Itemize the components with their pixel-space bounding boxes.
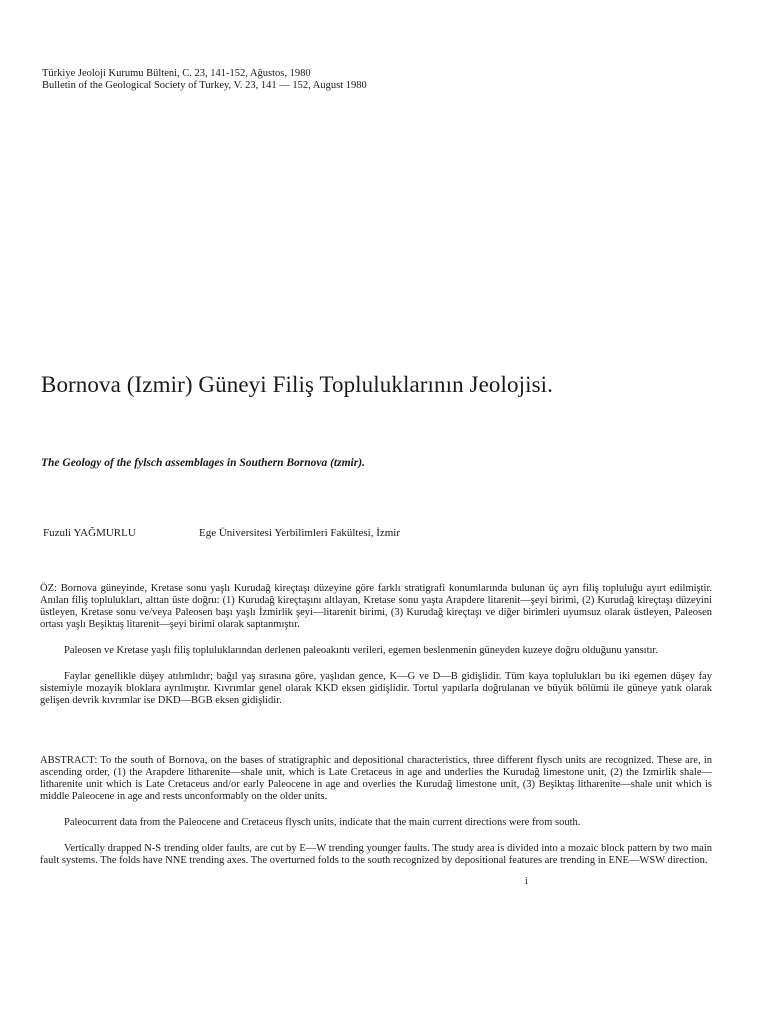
journal-citation — [42, 68, 367, 92]
abstract-section — [40, 755, 712, 867]
paper-subtitle: The Geology of the fylsch assemblages in Southern Bornova (tzmir). — [41, 457, 365, 469]
abstract-paragraph-3: Vertically drapped N-S trending older faults, are cut by E—W trending younger faults. The study area is divided into a mozaic block pattern by two main fault systems. The folds have NNE trending axes. The overturned folds to the south recognized by depositional features are trending in ENE—WSW direction. — [40, 843, 712, 866]
abstract-paragraph-1: ABSTRACT: To the south of Bornova, on the bases of stratigraphic and depositional characteristics, three different flysch units are recognized. These are, in ascending order, (1) the Arapdere litharenite—shale unit, which is Late Cretaceus in age and underlies the Kurudağ limestone unit, (2) the Izmirlik shale—litharenite unit which is Late Cretaceus and/or early Paleocene in age and overlies the Kurudağ limestone unit, (3) Beşiktaş litharenite—shale unit which is middle Paleocene in age and rests unconformably on the older units. — [40, 755, 712, 802]
author-name: Fuzuli YAĞMURLU — [43, 527, 136, 539]
citation-english: Bulletin of the Geological Society of Turkey, V. 23, 141 — 152, August 1980 — [42, 80, 367, 91]
oz-paragraph-3: Faylar genellikle düşey atılımlıdır; bağıl yaş sırasına göre, yaşlıdan gence, K—G ve D—B gidişlidir. Tüm kaya toplulukları bu iki egemen düşey fay sistemiyle mozayik bloklara ayrılmıştır. Kıvrımlar genel olarak KKD eksen gidişlidir. Tortul yapılarla doğrulanan ve büyük bölümü ile güneye yatık olarak gelişen devrik kıvrımlar ise DKD—BGB eksen gidişlidir. — [40, 671, 712, 706]
author-affiliation: Ege Üniversitesi Yerbilimleri Fakültesi, İzmir — [199, 527, 401, 539]
oz-section — [40, 583, 712, 707]
stray-mark: i — [525, 876, 528, 887]
paper-title: Bornova (Izmir) Güneyi Filiş Topluluklarının Jeolojisi. — [41, 372, 553, 397]
citation-turkish: Türkiye Jeoloji Kurumu Bülteni, C. 23, 141-152, Ağustos, 1980 — [42, 68, 311, 79]
oz-paragraph-1: ÖZ: Bornova güneyinde, Kretase sonu yaşlı Kurudağ kireçtaşı düzeyine göre farklı stratigrafi konumlarında bulunan üç ayrı filiş topluluğu ayırt edilmiştir. Anılan filiş toplulukları, alttan üste doğru: (1) Kurudağ kireçtaşını altlayan, Kretase sonu yaşta Arapdere litarenit—şeyi birimi, (2) Kurudağ kireçtaşı düzeyini üstleyen, Kretase sonu ve/veya Paleosen başı yaşlı İzmirlik şeyi—litarenit birimi, (3) Kurudağ kireçtaşı ve diğer birimleri uyumsuz olarak üstleyen, Paleosen ortası yaşlı Beşiktaş litarenit—şeyi birimi olarak saptanmıştır. — [40, 583, 712, 630]
abstract-paragraph-2: Paleocurrent data from the Paleocene and Cretaceus flysch units, indicate that the main current directions were from south. — [64, 817, 581, 828]
oz-paragraph-2: Paleosen ve Kretase yaşlı filiş topluluklarından derlenen paleoakıntı verileri, egemen beslenmenin güneyden kuzeye doğru olduğunu yansıtır. — [64, 645, 658, 656]
